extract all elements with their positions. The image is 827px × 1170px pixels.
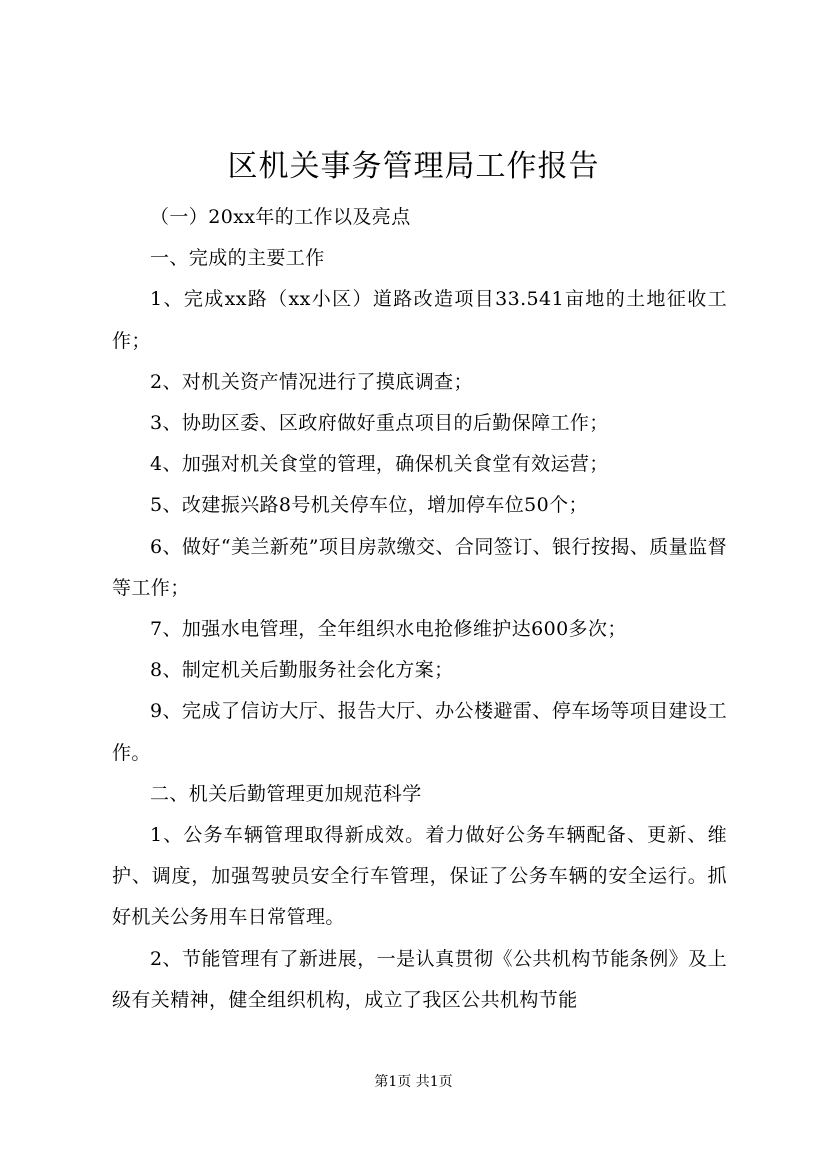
paragraph-logistics-1: 1、公务车辆管理取得新成效。着力做好公务车辆配备、更新、维护、调度，加强驾驶员安全行车管理，保证了公务车辆的安全运行。抓好机关公务用车日常管理。	[112, 824, 727, 929]
page-footer: 第1页 共1页	[374, 1074, 453, 1090]
document-title: 区机关事务管理局工作报告	[227, 149, 600, 184]
paragraph-item-1: 1、完成xx路（xx小区）道路改造项目33.541亩地的土地征收工作；	[112, 288, 727, 352]
paragraph-logistics-2: 2、节能管理有了新进展，一是认真贯彻《公共机构节能条例》及上级有关精神，健全组织机构，成立了我区公共机构节能	[112, 947, 727, 1011]
paragraph-item-2: 2、对机关资产情况进行了摸底调查；	[150, 370, 473, 393]
paragraph-item-3: 3、协助区委、区政府做好重点项目的后勤保障工作；	[150, 412, 609, 435]
paragraph-section-heading: （一）20xx年的工作以及亮点	[150, 206, 411, 228]
paragraph-item-4: 4、加强对机关食堂的管理，确保机关食堂有效运营；	[150, 453, 609, 476]
paragraph-item-7: 7、加强水电管理，全年组织水电抢修维护达600多次；	[150, 618, 627, 641]
paragraph-item-6: 6、做好“美兰新苑”项目房款缴交、合同签订、银行按揭、质量监督等工作；	[112, 535, 727, 599]
paragraph-item-8: 8、制定机关后勤服务社会化方案；	[150, 659, 454, 682]
paragraph-item-9: 9、完成了信访大厅、报告大厅、办公楼避雷、停车场等项目建设工作。	[112, 700, 727, 764]
paragraph-item-5: 5、改建振兴路8号机关停车位，增加停车位50个；	[150, 494, 588, 517]
paragraph-subheading-main-work: 一、完成的主要工作	[150, 247, 325, 270]
paragraph-subheading-logistics: 二、机关后勤管理更加规范科学	[150, 782, 422, 805]
document-body	[112, 197, 727, 1021]
